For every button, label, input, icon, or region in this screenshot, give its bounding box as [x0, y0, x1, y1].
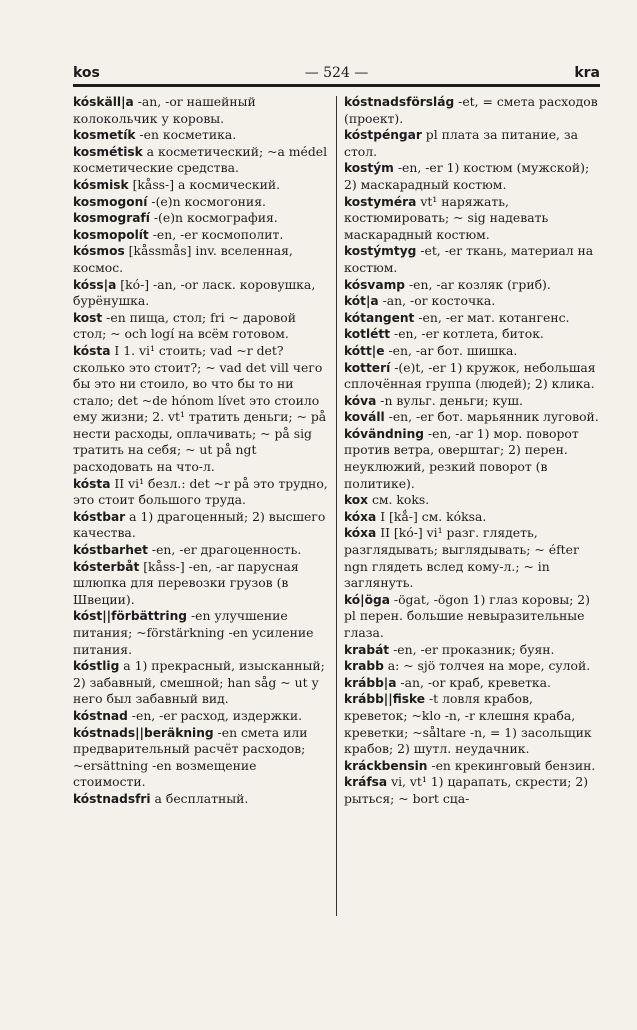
entry-definition: -en, -ar 1) мор. поворот против ветра, оверштаг; 2) перен. неуклюжий, резкий поворот (в политике).	[344, 425, 579, 491]
entry-definition: [kåssmås] inv. вселенная, космос.	[73, 243, 293, 275]
dictionary-entry	[73, 509, 328, 542]
entry-headword: kótt|e	[344, 343, 385, 358]
entry-definition: -(e)t, -er 1) кружок, небольшая сплочённая группа (людей); 2) клика.	[344, 359, 596, 392]
dictionary-entry	[344, 642, 599, 659]
dictionary-entry	[344, 675, 599, 692]
entry-headword: kóstbar	[73, 509, 126, 524]
entry-definition: a 1) драгоценный; 2) высшего качества.	[73, 508, 326, 541]
entry-definition: -en смета или предварительный расчёт расходов; ~ersättning -en возмещение стоимости.	[73, 724, 308, 790]
dictionary-entry	[344, 127, 599, 160]
dictionary-entry	[344, 326, 599, 343]
entry-definition: -t ловля крабов, креветок; ~klo -n, -r клешня краба, креветки; ~såltare -n, = 1) засольщик крабов; 2) шутл. неудачник.	[344, 691, 592, 757]
entry-headword: kost	[73, 310, 103, 325]
entry-headword: kóxa	[344, 526, 377, 541]
entry-headword: kostým	[344, 161, 394, 176]
dictionary-entry	[344, 310, 599, 327]
entry-headword: kotlétt	[344, 327, 391, 342]
entry-definition: II [kó-] vi¹ разг. глядеть, разглядывать; выглядывать; ~ éfter ngn глядеть вслед кому-л.; ~ in заглянуть.	[344, 525, 579, 591]
dictionary-entry	[73, 608, 328, 658]
left-column	[73, 94, 328, 808]
entry-headword: kóvändning	[344, 426, 424, 441]
entry-definition: -(e)n космогония.	[147, 193, 266, 209]
entry-headword: krabát	[344, 642, 390, 657]
entry-headword: kosmetík	[73, 128, 136, 143]
dictionary-entry	[344, 592, 599, 642]
dictionary-entry	[344, 243, 599, 276]
dictionary-entry	[344, 758, 599, 775]
entry-headword: kosmétisk	[73, 144, 143, 159]
entry-headword: krább||fiske	[344, 692, 426, 707]
entry-definition: II vi¹ безл.: det ~r på это трудно, это стоит большого труда.	[73, 475, 328, 508]
dictionary-entry	[344, 509, 599, 526]
dictionary-entry	[344, 393, 599, 410]
header-rule	[73, 84, 600, 87]
entry-definition: -en, -er драгоценность.	[147, 542, 302, 558]
entry-definition: vi, vt¹ 1) царапать, скрести; 2) рыться; ~ bort сца-	[344, 774, 589, 806]
entry-headword: kóss|a	[73, 277, 117, 292]
dictionary-entry	[73, 144, 328, 177]
dictionary-entry	[73, 227, 328, 244]
entry-headword: kó|öga	[344, 592, 390, 607]
dictionary-entry	[344, 194, 599, 244]
entry-definition: -en пища, стол; fri ~ даровой стол; ~ och logí на всём готовом.	[73, 309, 296, 342]
dictionary-entry	[73, 277, 328, 310]
entry-definition: -(e)n космография.	[149, 210, 278, 226]
entry-headword: kotterí	[344, 360, 391, 375]
dictionary-entry	[73, 658, 328, 708]
entry-definition: -en, -er котлета, биток.	[390, 326, 544, 342]
entry-definition: -an, -or нашейный колокольчик у коровы.	[73, 94, 256, 126]
dictionary-entry	[344, 525, 599, 591]
entry-headword: kosmopolít	[73, 227, 149, 242]
entry-definition: [kó-] -an, -or ласк. коровушка, бурёнушка.	[73, 276, 316, 309]
entry-definition: -an, -or косточка.	[378, 293, 496, 309]
running-header	[73, 62, 600, 84]
entry-definition: vt¹ наряжать, костюмировать; ~ sig надевать маскарадный костюм.	[344, 193, 549, 242]
dictionary-entry	[73, 708, 328, 725]
entry-definition: -en крекинговый бензин.	[427, 757, 596, 773]
entry-headword: kósmos	[73, 244, 125, 259]
dictionary-entry	[344, 409, 599, 426]
entry-definition: I [kǻ-] см. kóksa.	[376, 508, 487, 524]
dictionary-entry	[73, 343, 328, 476]
entry-definition: -an, -or краб, креветка.	[396, 674, 551, 690]
entry-definition: -en, -er проказник; буян.	[389, 641, 555, 657]
entry-headword: kóstpéngar	[344, 128, 422, 143]
entry-headword: kósterbåt	[73, 559, 140, 574]
dictionary-entry	[73, 310, 328, 343]
entry-headword: kósvamp	[344, 277, 405, 292]
entry-definition: -n вульг. деньги; куш.	[376, 392, 523, 408]
entry-definition: -et, = смета расходов (проект).	[344, 94, 598, 126]
entry-definition: a бесплатный.	[150, 790, 249, 806]
entry-headword: kóva	[344, 393, 377, 408]
entry-definition: [kåss-] -en, -ar парусная шлюпка для перевозки грузов (в Швеции).	[73, 558, 299, 607]
entry-headword: kóstlig	[73, 659, 120, 674]
entry-headword: kováll	[344, 410, 385, 425]
dictionary-entry	[344, 691, 599, 757]
entry-headword: kosmogoní	[73, 194, 148, 209]
entry-definition: -en, -er космополит.	[148, 226, 284, 242]
entry-definition: a: ~ sjö толчея на море, сулой.	[383, 658, 591, 674]
dictionary-entry	[344, 94, 599, 127]
entry-definition: -en, -er мат. котангенс.	[414, 309, 570, 325]
entry-headword: kóst||förbättring	[73, 609, 188, 624]
entry-definition: pl плата за питание, за стол.	[344, 127, 579, 159]
entry-headword: kóstnadsförslág	[344, 95, 455, 109]
entry-headword: kót|a	[344, 294, 379, 309]
dictionary-entry	[344, 360, 599, 393]
dictionary-entry	[73, 559, 328, 609]
dictionary-entry	[344, 774, 599, 807]
entry-headword: kósta	[73, 476, 111, 491]
entry-definition: -en, -ar козляк (гриб).	[405, 276, 551, 292]
entry-headword: kóstnadsfri	[73, 791, 151, 806]
dictionary-entry	[73, 94, 328, 127]
page-number: — 524 —	[304, 65, 369, 81]
header-first-word: kos	[73, 65, 100, 81]
entry-headword: kósta	[73, 343, 111, 358]
entry-definition: -en улучшение питания; ~förstärkning -en усиление питания.	[73, 608, 314, 657]
entry-headword: kráckbensin	[344, 758, 428, 773]
entry-headword: kóstbarhet	[73, 543, 148, 558]
dictionary-entry	[73, 177, 328, 194]
entry-definition: -en, -er 1) костюм (мужской); 2) маскарадный костюм.	[344, 160, 590, 192]
dictionary-entry	[73, 194, 328, 211]
entry-headword: kostyméra	[344, 194, 417, 209]
dictionary-entry	[344, 492, 599, 509]
entry-headword: kóstnads||beräkning	[73, 725, 214, 740]
entry-definition: [kåss-] a космический.	[128, 176, 281, 192]
dictionary-entry	[73, 725, 328, 791]
entry-headword: kótangent	[344, 310, 415, 325]
dictionary-entry	[344, 343, 599, 360]
dictionary-entry	[73, 476, 328, 509]
dictionary-entry	[344, 277, 599, 294]
entry-headword: kráfsa	[344, 775, 388, 790]
right-column	[344, 94, 599, 808]
entry-headword: kóskäll|a	[73, 95, 134, 109]
entry-headword: kóstnad	[73, 708, 128, 723]
entry-definition: -en, -er расход, издержки.	[127, 707, 303, 723]
entry-headword: kosmografí	[73, 211, 150, 226]
entry-headword: krabb	[344, 659, 384, 674]
dictionary-entry	[344, 160, 599, 193]
entry-definition: I 1. vi¹ стоить; vad ~r det? сколько это стоит?; ~ vad det vill чего бы это ни стоило, во что бы то ни стало; det ~de hónom lívet это стоило ему жизни; 2. vt¹ тратить деньги; ~ på нести расходы, оплачивать; ~ på sig тратить на себя; ~ ut på ngt расходовать на что-л.	[73, 342, 327, 475]
entry-definition: a косметический; ~a médel косметические средства.	[73, 143, 328, 176]
dictionary-entry	[344, 426, 599, 492]
dictionary-entry	[73, 542, 328, 559]
entry-headword: krább|a	[344, 675, 397, 690]
dictionary-entry	[73, 127, 328, 144]
header-last-word: kra	[574, 65, 600, 81]
entry-headword: kostýmtyg	[344, 244, 417, 259]
dictionary-entry	[73, 243, 328, 276]
entry-definition: -en, -er бот. марьянник луговой.	[384, 409, 599, 425]
dictionary-entry	[344, 658, 599, 675]
dictionary-entry	[73, 791, 328, 808]
entry-definition: a 1) прекрасный, изысканный; 2) забавный, смешной; han såg ~ ut у него был забавный вид.	[73, 658, 325, 707]
entry-definition: -ögat, -ögon 1) глаз коровы; 2) pl перен. большие невыразительные глаза.	[344, 591, 591, 640]
entry-headword: kox	[344, 493, 369, 508]
entry-definition: -en косметика.	[135, 127, 237, 143]
entry-headword: kóxa	[344, 509, 377, 524]
entry-definition: см. koks.	[368, 492, 430, 508]
entry-definition: -en, -ar бот. шишка.	[384, 342, 518, 358]
column-divider	[336, 96, 337, 916]
entry-definition: -et, -er ткань, материал на костюм.	[344, 243, 594, 275]
entry-headword: kósmisk	[73, 177, 129, 192]
dictionary-entry	[344, 293, 599, 310]
dictionary-entry	[73, 210, 328, 227]
